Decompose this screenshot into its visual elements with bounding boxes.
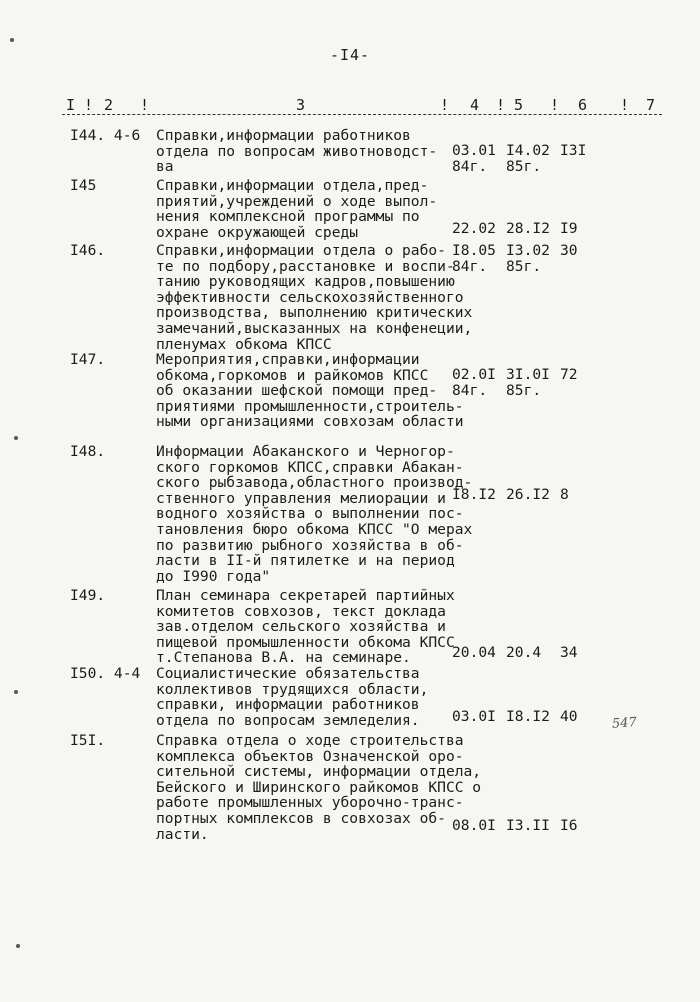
scan-speck: [16, 944, 20, 948]
entry-start-date: I8.I2: [452, 486, 496, 503]
col-7-label: 7: [646, 96, 656, 114]
col-sep: !: [620, 96, 630, 114]
entry-sheet-count: 72: [560, 366, 578, 383]
entry-end-date: 28.I2: [506, 220, 550, 237]
entry-title: Справки,информации отдела,пред- приятий,учреждений о ходе выпол- нения комплексной программы по охране окружающей среды: [156, 177, 438, 241]
entry-end-date: 20.4: [506, 644, 542, 661]
entry-title: Справки,информации работников отдела по вопросам животноводст- ва: [156, 127, 438, 176]
column-header: [0, 92, 700, 118]
entry-start-date: 03.0I: [452, 708, 496, 725]
entry-title: Справки,информации отдела о рабо- те по подбору,расстановке и воспи- танию руководящих кадров,повышению эффективности сельскохозяйственного производства, выполнению критических замечаний,высказанных на конфенеции, пленумах обкома КПСС: [156, 242, 473, 353]
page-number: -I4-: [329, 46, 371, 64]
entry-start-date: 20.04: [452, 644, 496, 661]
col-5-label: 5: [514, 96, 524, 114]
col-sep: !: [440, 96, 450, 114]
entry-end-date: 26.I2: [506, 486, 550, 503]
entry-number: I5I.: [70, 732, 106, 749]
entry-sheet-count: 40: [560, 708, 578, 725]
col-1-label: I: [66, 96, 76, 114]
entry-number: I44. 4-6: [70, 127, 141, 144]
col-sep: !: [140, 96, 150, 114]
col-6-label: 6: [578, 96, 588, 114]
handwritten-margin-note: 547: [611, 715, 638, 732]
entry-number: I50. 4-4: [70, 665, 141, 682]
entry-number: I45: [70, 177, 97, 194]
col-sep: !: [496, 96, 506, 114]
entry-title: Социалистические обязательства коллективов трудящихся области, справки, информации работников отдела по вопросам земледелия.: [156, 665, 429, 729]
entry-sheet-count: 8: [560, 486, 569, 503]
entry-title: Информации Абаканского и Черногор- ского горкомов КПСС,справки Абакан- ского рыбзавода,областного производ- ственного управления мелиорации и водного хозяйства о выполнении пос- тановления бюро обкома КПСС "О мерах по развитию рыбного хозяйства в об- ласти в II-й пятилетке и на период до I990 года": [156, 443, 473, 585]
entry-number: I48.: [70, 443, 106, 460]
header-rule: [62, 114, 662, 115]
col-sep: !: [84, 96, 94, 114]
entry-title: План семинара секретарей партийных комитетов совхозов, текст доклада зав.отделом сельского хозяйства и пищевой промышленности обкома КПСС т.Степанова В.А. на семинаре.: [156, 587, 455, 667]
entry-sheet-count: I9: [560, 220, 578, 237]
entry-number: I46.: [70, 242, 106, 259]
entry-sheet-count: 30: [560, 242, 578, 259]
entry-start-date: 22.02: [452, 220, 496, 237]
scan-speck: [10, 38, 14, 42]
entry-number: I47.: [70, 351, 106, 368]
col-2-label: 2: [104, 96, 114, 114]
entry-sheet-count: I3I: [560, 142, 587, 159]
scan-speck: [14, 436, 18, 440]
entry-end-date: I4.02 85г.: [506, 142, 550, 175]
scan-speck: [14, 690, 18, 694]
entry-sheet-count: 34: [560, 644, 578, 661]
entry-number: I49.: [70, 587, 106, 604]
entry-end-date: I3.02 85г.: [506, 242, 550, 275]
entry-sheet-count: I6: [560, 817, 578, 834]
col-3-label: 3: [296, 96, 306, 114]
entry-end-date: 3I.0I 85г.: [506, 366, 550, 399]
entry-title: Справка отдела о ходе строительства комплекса объектов Означенской оро- сительной системы, информации отдела, Бейского и Ширинского райкомов КПСС о работе промышленных уборочно-транс- портных комплексов в совхозах об- ласти.: [156, 732, 482, 843]
entry-end-date: I3.II: [506, 817, 550, 834]
col-sep: !: [550, 96, 560, 114]
col-4-label: 4: [470, 96, 480, 114]
entry-start-date: 02.0I 84г.: [452, 366, 496, 399]
entry-start-date: 03.01 84г.: [452, 142, 496, 175]
entry-title: Мероприятия,справки,информации обкома,горкомов и райкомов КПСС об оказании шефской помощи пред- приятиями промышленности,строитель- ными организациями совхозам области: [156, 351, 464, 431]
entry-start-date: I8.05 84г.: [452, 242, 496, 275]
entry-start-date: 08.0I: [452, 817, 496, 834]
entry-end-date: I8.I2: [506, 708, 550, 725]
